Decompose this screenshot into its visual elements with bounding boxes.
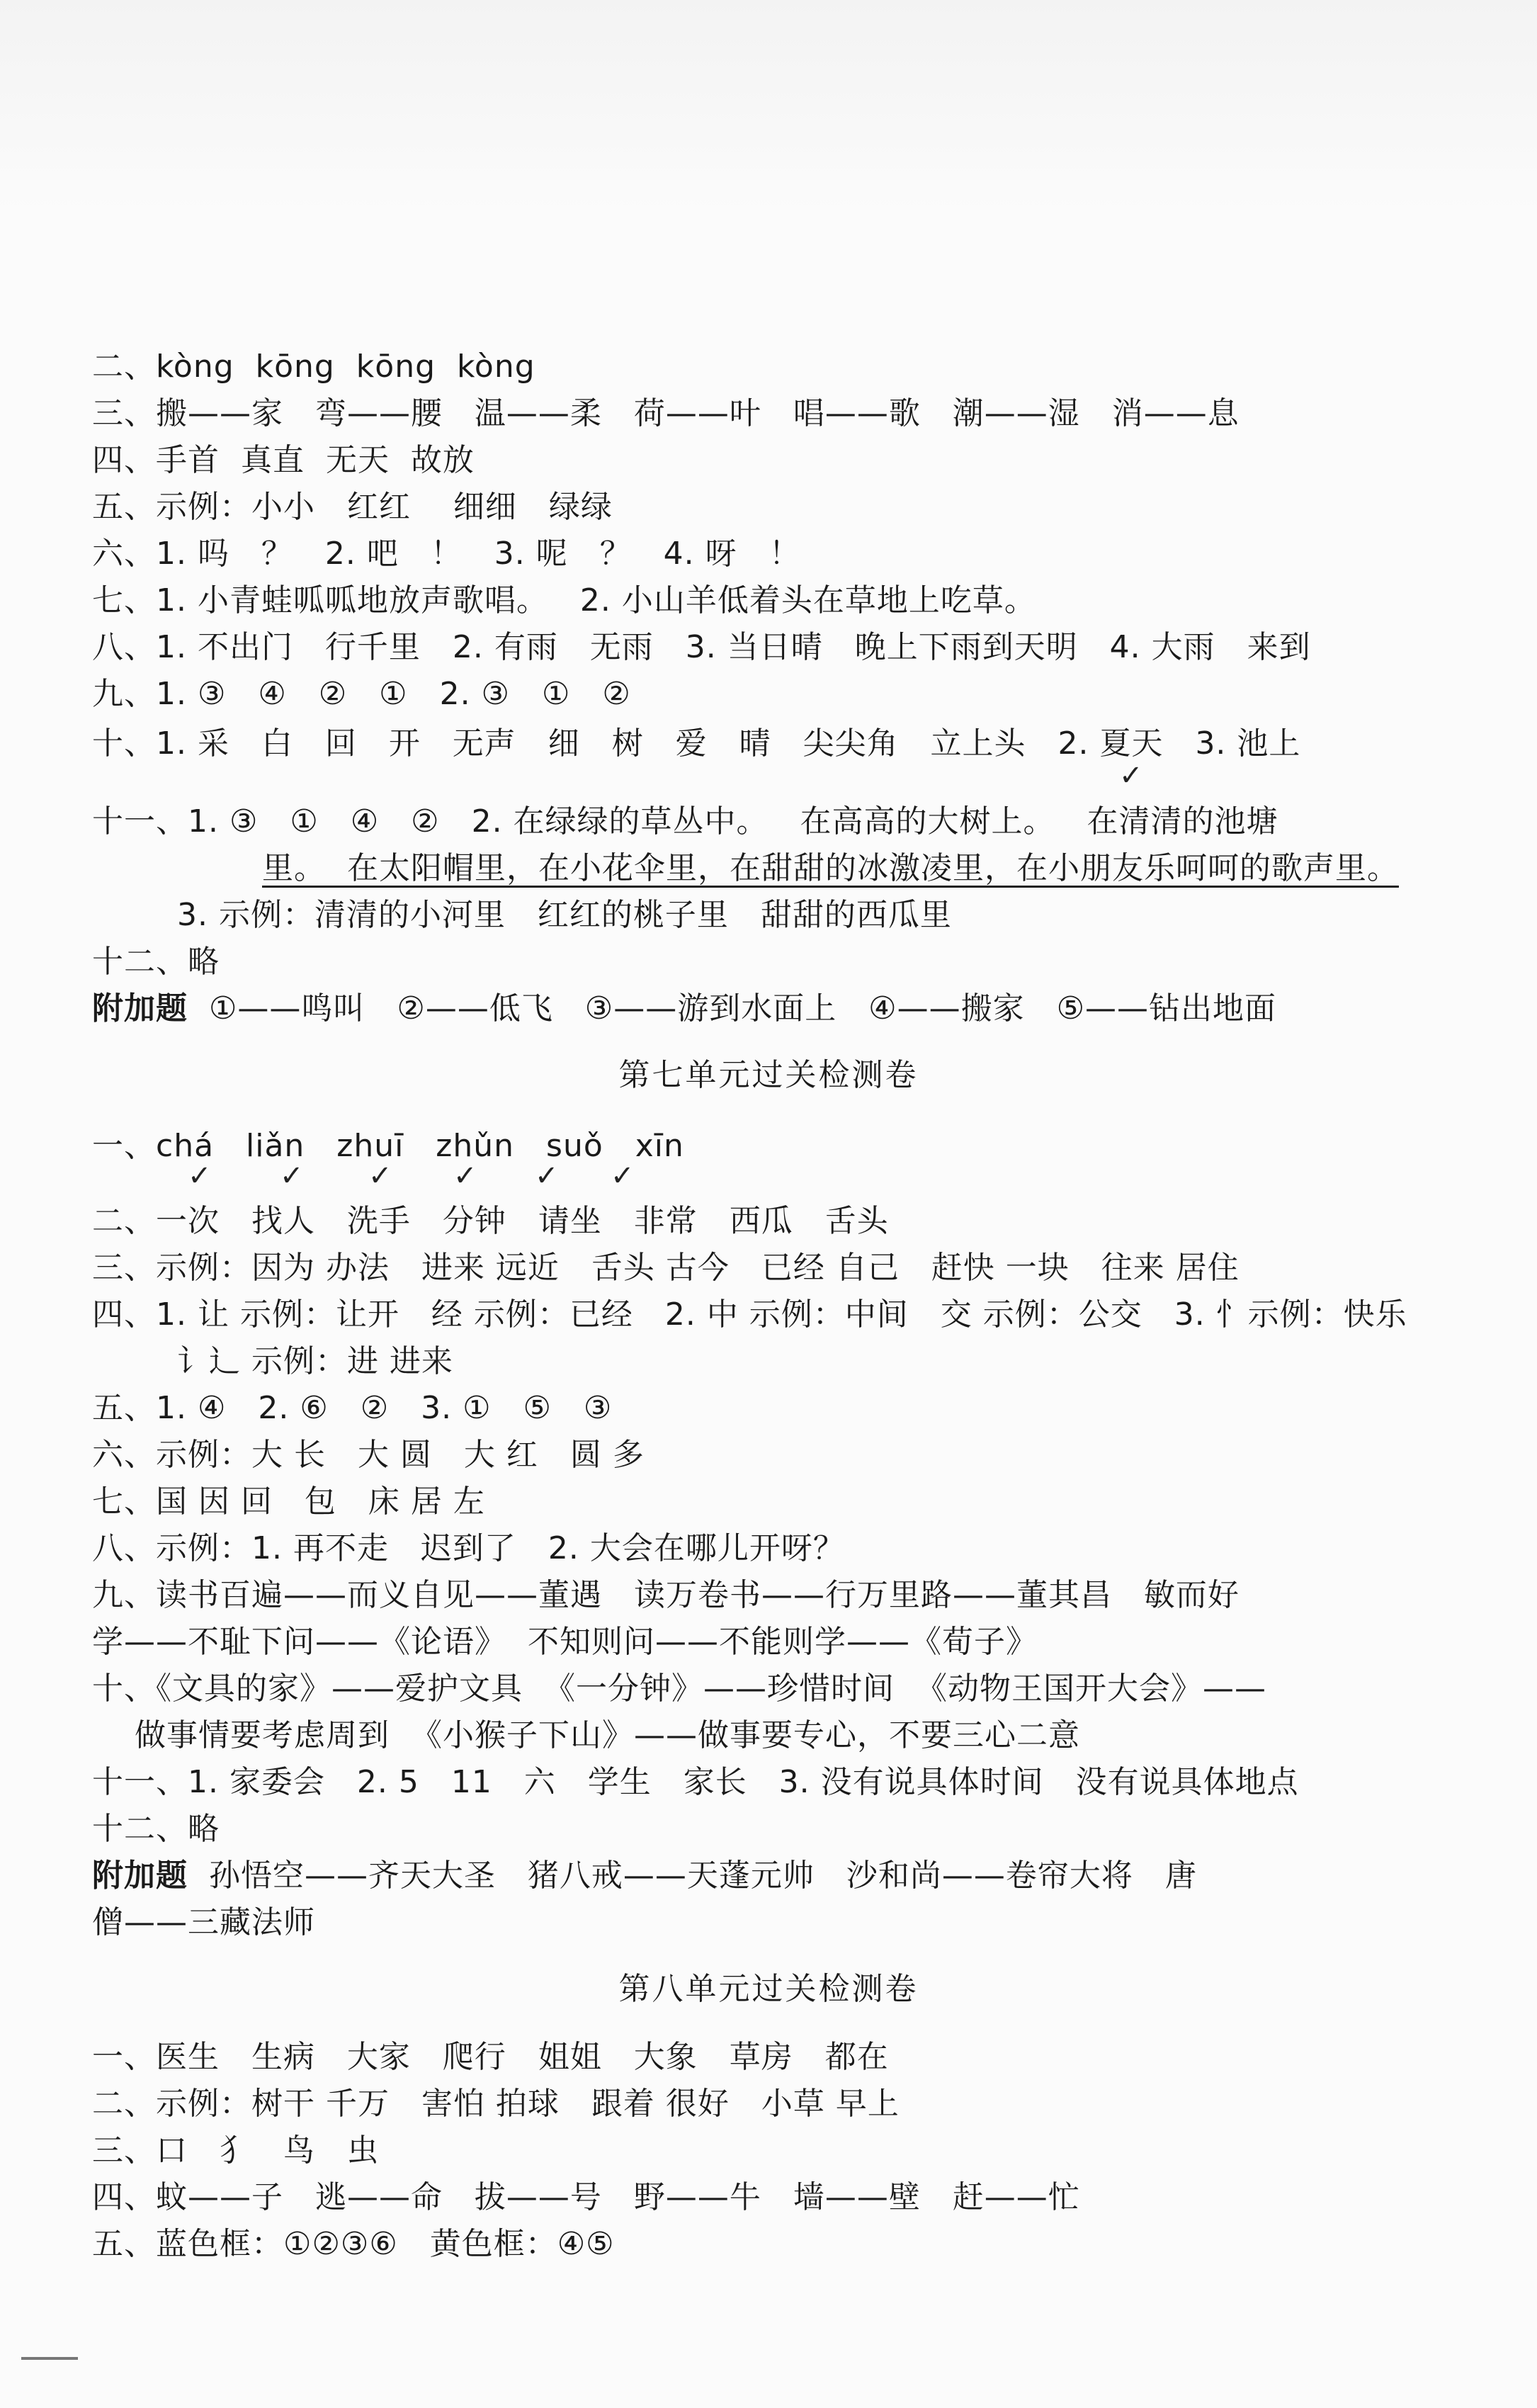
u7-q10-line2: 做事情要考虑周到 《小猴子下山》——做事要专心，不要三心二意 [135,1717,1080,1753]
check-mark: ✓ [1119,759,1143,792]
u7-q5: 五、1. ④ 2. ⑥ ② 3. ① ⑤ ③ [92,1390,613,1426]
u6-q6: 六、1. 吗 ？ 2. 吧 ！ 3. 呢 ？ 4. 呀 ！ [92,536,801,572]
u6-q12: 十二、略 [92,944,220,980]
u6-q2: 二、kòng kōng kōng kòng [92,349,535,385]
u7-q9-line2: 学——不耻下问——《论语》 不知则问——不能则学——《荀子》 [92,1624,1038,1660]
bonus-label: 附加题 [92,1858,188,1894]
u6-q3: 三、搬——家 弯——腰 温——柔 荷——叶 唱——歌 潮——湿 消——息 [92,395,1240,431]
u7-q12: 十二、略 [92,1811,220,1847]
u8-q5: 五、蓝色框：①②③⑥ 黄色框：④⑤ [92,2226,615,2262]
u8-q4: 四、蚊——子 逃——命 拔——号 野——牛 墙——壁 赶——忙 [92,2179,1080,2215]
check-mark: ✓ [611,1160,635,1192]
u6-q11-line2: 里。 在太阳帽里，在小花伞里，在甜甜的冰激凌里，在小朋友乐呵呵的歌声里。 [262,850,1399,886]
check-mark: ✓ [453,1160,477,1192]
u7-bonus-line1 [92,1856,1459,1896]
u6-q11-line1: 十一、1. ③ ① ④ ② 2. 在绿绿的草丛中。 在高高的大树上。 在清清的池塘 [92,803,1278,840]
u7-q3: 三、示例：因为 办法 进来 远近 舌头 古今 已经 自己 赶快 一块 往来 居住 [92,1250,1240,1286]
u7-q10-line1: 十、《文具的家》——爱护文具 《一分钟》——珍惜时间 《动物王国开大会》—— [92,1671,1266,1707]
check-mark: ✓ [368,1160,392,1192]
page-edge-mark [21,2357,78,2360]
u6-q9: 九、1. ③ ④ ② ① 2. ③ ① ② [92,676,631,712]
check-mark: ✓ [535,1160,559,1192]
u6-q5: 五、示例：小小 红红 细细 绿绿 [92,489,613,525]
bonus-answer: ①——鸣叫 ②——低飞 ③——游到水面上 ④——搬家 ⑤——钻出地面 [188,990,1277,1027]
u7-q4-line1: 四、1. 让 示例：让开 经 示例：已经 2. 中 示例：中间 交 示例：公交 3. 忄示例：快乐 [92,1296,1407,1333]
u6-q4: 四、手首 真直 无天 故放 [92,442,475,478]
u7-q7: 七、国 因 回 包 床 居 左 [92,1483,485,1520]
u7-q11: 十一、1. 家委会 2. 5 11 六 学生 家长 3. 没有说具体时间 没有说具体地点 [92,1764,1299,1800]
bonus-label: 附加题 [92,990,188,1027]
u8-q3: 三、口 犭 鸟 虫 [92,2132,379,2169]
u7-q4-line2: 讠辶 示例：进 进来 [177,1343,453,1379]
u8-q2: 二、示例：树干 千万 害怕 拍球 跟着 很好 小草 早上 [92,2086,900,2122]
u7-q1: 一、chá liǎn zhuī zhǔn suǒ xīn [92,1128,684,1164]
u6-q8: 八、1. 不出门 行千里 2. 有雨 无雨 3. 当日晴 晚上下雨到天明 4. 大雨 来到 [92,629,1311,665]
u6-q7: 七、1. 小青蛙呱呱地放声歌唱。 2. 小山羊低着头在草地上吃草。 [92,582,1036,618]
u7-q2: 二、一次 找人 洗手 分钟 请坐 非常 西瓜 舌头 [92,1203,889,1239]
u6-bonus [92,989,1459,1029]
u6-q10: 十、1. 采 白 回 开 无声 细 树 爱 晴 尖尖角 立上头 2. 夏天 3. 池上 [92,725,1301,762]
unit7-title: 第七单元过关检测卷 [618,1057,919,1093]
u8-q1: 一、医生 生病 大家 爬行 姐姐 大象 草房 都在 [92,2039,889,2075]
u7-q8: 八、示例：1. 再不走 迟到了 2. 大会在哪儿开呀？ [92,1530,845,1566]
u6-q11-line3: 3. 示例：清清的小河里 红红的桃子里 甜甜的西瓜里 [177,897,952,933]
check-mark: ✓ [188,1160,212,1192]
u7-q9-line1: 九、读书百遍——而义自见——董遇 读万卷书——行万里路——董其昌 敏而好 [92,1577,1240,1613]
u7-q6: 六、示例：大 长 大 圆 大 红 圆 多 [92,1437,645,1473]
u7-bonus-line2: 僧——三藏法师 [92,1904,315,1940]
bonus-answer: 孙悟空——齐天大圣 猪八戒——天蓬元帅 沙和尚——卷帘大将 唐 [188,1858,1197,1894]
unit8-title: 第八单元过关检测卷 [618,1971,919,2007]
check-mark: ✓ [280,1160,304,1192]
